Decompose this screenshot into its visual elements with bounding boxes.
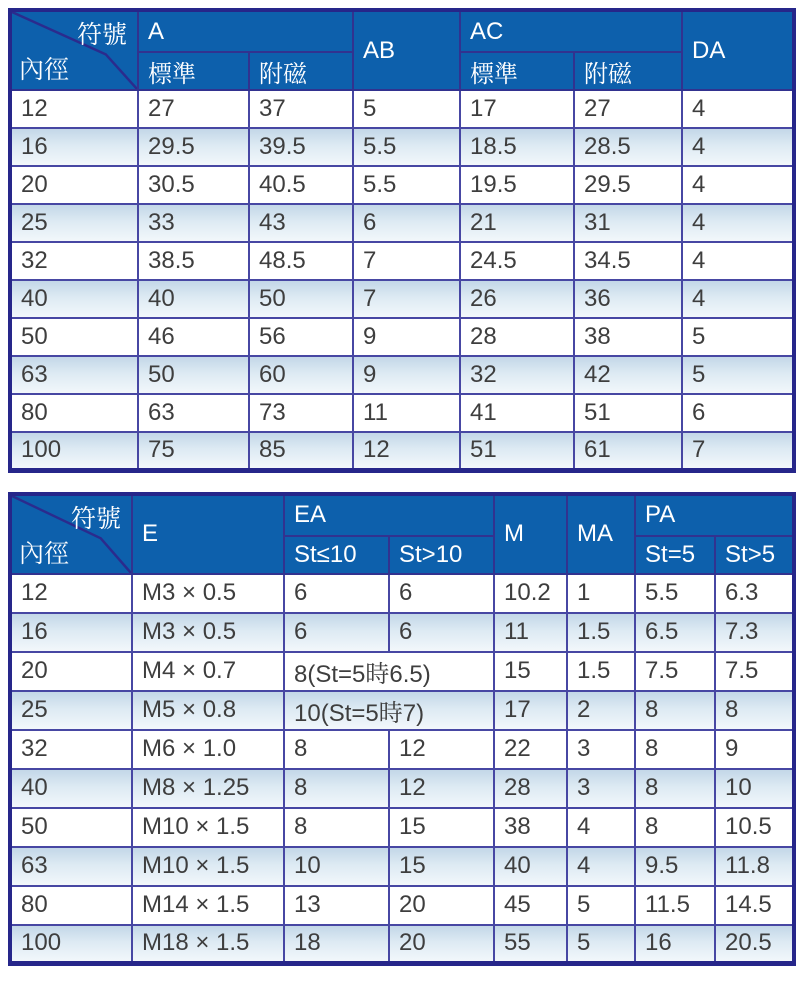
table-row <box>10 847 794 886</box>
value-cell: 12 <box>389 769 494 808</box>
value-cell: 50 <box>249 280 353 318</box>
value-cell: 6 <box>284 574 389 613</box>
value-cell: 40 <box>494 847 567 886</box>
table-row <box>10 613 794 652</box>
corner-label-symbol: 符號 <box>70 504 121 533</box>
bore-size-cell: 100 <box>10 432 138 470</box>
value-cell: 11.5 <box>635 886 715 925</box>
value-cell: 14.5 <box>715 886 794 925</box>
value-cell: 18 <box>284 925 389 964</box>
bore-size-cell: 25 <box>10 691 132 730</box>
value-cell: 3 <box>567 730 635 769</box>
table-row <box>10 394 794 432</box>
value-cell: 11 <box>494 613 567 652</box>
value-cell: 37 <box>249 90 353 128</box>
col-group-EA: EA <box>284 494 494 536</box>
value-cell: 15 <box>494 652 567 691</box>
bore-size-cell: 16 <box>10 613 132 652</box>
value-cell: M5 × 0.8 <box>132 691 284 730</box>
value-cell: 40.5 <box>249 166 353 204</box>
value-cell: 85 <box>249 432 353 470</box>
value-cell: M10 × 1.5 <box>132 808 284 847</box>
value-cell: 75 <box>138 432 249 470</box>
value-cell: 8 <box>635 730 715 769</box>
value-cell: 15 <box>389 847 494 886</box>
value-cell: 28 <box>494 769 567 808</box>
value-cell: 8 <box>715 691 794 730</box>
value-cell: 30.5 <box>138 166 249 204</box>
value-cell: 9.5 <box>635 847 715 886</box>
value-cell: 12 <box>389 730 494 769</box>
value-cell: 18.5 <box>460 128 574 166</box>
value-cell: 1.5 <box>567 613 635 652</box>
value-cell: M6 × 1.0 <box>132 730 284 769</box>
bore-size-cell: 50 <box>10 318 138 356</box>
value-cell: 34.5 <box>574 242 682 280</box>
table1-body <box>10 90 794 470</box>
value-cell: 10 <box>284 847 389 886</box>
value-cell: 6.5 <box>635 613 715 652</box>
value-cell: 6 <box>353 204 460 242</box>
value-cell: 29.5 <box>574 166 682 204</box>
value-cell: 3 <box>567 769 635 808</box>
value-cell: 4 <box>682 204 794 242</box>
value-cell: 6 <box>682 394 794 432</box>
value-cell: 11 <box>353 394 460 432</box>
value-cell: 42 <box>574 356 682 394</box>
col-MA: MA <box>567 494 635 574</box>
dimension-table-e-ea-m-ma-pa <box>8 492 796 967</box>
value-cell: 4 <box>567 847 635 886</box>
bore-size-cell: 40 <box>10 769 132 808</box>
value-cell: 20 <box>389 925 494 964</box>
value-cell: 61 <box>574 432 682 470</box>
table2-body <box>10 574 794 964</box>
value-cell: M3 × 0.5 <box>132 574 284 613</box>
value-cell: 8 <box>635 769 715 808</box>
value-cell: 27 <box>138 90 249 128</box>
value-cell: 60 <box>249 356 353 394</box>
value-cell: M4 × 0.7 <box>132 652 284 691</box>
value-cell: 41 <box>460 394 574 432</box>
value-cell: 10(St=5時7) <box>284 691 494 730</box>
table-row <box>10 925 794 964</box>
col-AC-standard: 標準 <box>460 52 574 90</box>
bore-size-cell: 20 <box>10 652 132 691</box>
value-cell: 45 <box>494 886 567 925</box>
col-A-magnet: 附磁 <box>249 52 353 90</box>
value-cell: 8 <box>284 730 389 769</box>
bore-size-cell: 40 <box>10 280 138 318</box>
value-cell: 22 <box>494 730 567 769</box>
table1-header <box>10 10 794 90</box>
value-cell: 73 <box>249 394 353 432</box>
bore-size-cell: 100 <box>10 925 132 964</box>
bore-size-cell: 32 <box>10 730 132 769</box>
value-cell: 5 <box>353 90 460 128</box>
value-cell: 4 <box>682 90 794 128</box>
table-row <box>10 652 794 691</box>
value-cell: 27 <box>574 90 682 128</box>
bore-size-cell: 16 <box>10 128 138 166</box>
col-group-AC: AC <box>460 10 682 52</box>
value-cell: 24.5 <box>460 242 574 280</box>
value-cell: 20 <box>389 886 494 925</box>
bore-size-cell: 12 <box>10 574 132 613</box>
col-DA: DA <box>682 10 794 90</box>
value-cell: 4 <box>682 242 794 280</box>
corner-cell <box>10 10 138 90</box>
value-cell: 4 <box>682 280 794 318</box>
value-cell: 48.5 <box>249 242 353 280</box>
value-cell: 28.5 <box>574 128 682 166</box>
dimension-table-a-ab-ac-da <box>8 8 796 473</box>
value-cell: 7.5 <box>715 652 794 691</box>
value-cell: 38.5 <box>138 242 249 280</box>
value-cell: 40 <box>138 280 249 318</box>
value-cell: 6 <box>389 613 494 652</box>
value-cell: 4 <box>567 808 635 847</box>
value-cell: 31 <box>574 204 682 242</box>
col-EA-st-gt-10: St>10 <box>389 536 494 574</box>
value-cell: 39.5 <box>249 128 353 166</box>
value-cell: 8 <box>635 691 715 730</box>
value-cell: 1 <box>567 574 635 613</box>
table-row <box>10 432 794 470</box>
value-cell: 28 <box>460 318 574 356</box>
col-E: E <box>132 494 284 574</box>
col-PA-st-eq-5: St=5 <box>635 536 715 574</box>
table-row <box>10 318 794 356</box>
value-cell: 1.5 <box>567 652 635 691</box>
value-cell: 11.8 <box>715 847 794 886</box>
table-row <box>10 808 794 847</box>
value-cell: M14 × 1.5 <box>132 886 284 925</box>
table-row <box>10 574 794 613</box>
bore-size-cell: 32 <box>10 242 138 280</box>
value-cell: 17 <box>460 90 574 128</box>
value-cell: 32 <box>460 356 574 394</box>
bore-size-cell: 80 <box>10 394 138 432</box>
value-cell: 7 <box>353 242 460 280</box>
value-cell: 16 <box>635 925 715 964</box>
bore-size-cell: 63 <box>10 356 138 394</box>
bore-size-cell: 12 <box>10 90 138 128</box>
bore-size-cell: 50 <box>10 808 132 847</box>
value-cell: 4 <box>682 128 794 166</box>
value-cell: 10 <box>715 769 794 808</box>
value-cell: 2 <box>567 691 635 730</box>
value-cell: 9 <box>353 356 460 394</box>
value-cell: M18 × 1.5 <box>132 925 284 964</box>
corner-label-symbol: 符號 <box>76 21 127 49</box>
value-cell: 6 <box>284 613 389 652</box>
value-cell: 5 <box>567 925 635 964</box>
value-cell: 46 <box>138 318 249 356</box>
table-row <box>10 242 794 280</box>
col-AB: AB <box>353 10 460 90</box>
table2-header <box>10 494 794 574</box>
value-cell: 21 <box>460 204 574 242</box>
value-cell: 9 <box>353 318 460 356</box>
value-cell: 55 <box>494 925 567 964</box>
value-cell: 17 <box>494 691 567 730</box>
value-cell: 29.5 <box>138 128 249 166</box>
table-row <box>10 691 794 730</box>
value-cell: 51 <box>574 394 682 432</box>
col-AC-magnet: 附磁 <box>574 52 682 90</box>
value-cell: 43 <box>249 204 353 242</box>
value-cell: 5 <box>682 356 794 394</box>
value-cell: 36 <box>574 280 682 318</box>
value-cell: 19.5 <box>460 166 574 204</box>
table-row <box>10 128 794 166</box>
value-cell: 56 <box>249 318 353 356</box>
value-cell: 50 <box>138 356 249 394</box>
value-cell: 6 <box>389 574 494 613</box>
value-cell: 33 <box>138 204 249 242</box>
value-cell: 7.3 <box>715 613 794 652</box>
value-cell: 15 <box>389 808 494 847</box>
value-cell: 12 <box>353 432 460 470</box>
col-group-A: A <box>138 10 353 52</box>
col-group-PA: PA <box>635 494 794 536</box>
value-cell: M3 × 0.5 <box>132 613 284 652</box>
value-cell: 9 <box>715 730 794 769</box>
table-row <box>10 886 794 925</box>
value-cell: 26 <box>460 280 574 318</box>
table-row <box>10 356 794 394</box>
value-cell: 8 <box>284 808 389 847</box>
bore-size-cell: 63 <box>10 847 132 886</box>
bore-size-cell: 20 <box>10 166 138 204</box>
bore-size-cell: 80 <box>10 886 132 925</box>
col-A-standard: 標準 <box>138 52 249 90</box>
col-PA-st-gt-5: St>5 <box>715 536 794 574</box>
value-cell: 20.5 <box>715 925 794 964</box>
table-row <box>10 280 794 318</box>
value-cell: 5.5 <box>353 128 460 166</box>
value-cell: 38 <box>494 808 567 847</box>
value-cell: 10.2 <box>494 574 567 613</box>
table-row <box>10 730 794 769</box>
value-cell: 8 <box>284 769 389 808</box>
table-row <box>10 204 794 242</box>
value-cell: 4 <box>682 166 794 204</box>
value-cell: 13 <box>284 886 389 925</box>
value-cell: 5 <box>682 318 794 356</box>
value-cell: M10 × 1.5 <box>132 847 284 886</box>
value-cell: 10.5 <box>715 808 794 847</box>
value-cell: 5 <box>567 886 635 925</box>
table-row <box>10 90 794 128</box>
table-row <box>10 166 794 204</box>
value-cell: 51 <box>460 432 574 470</box>
value-cell: 7.5 <box>635 652 715 691</box>
col-EA-st-le-10: St≤10 <box>284 536 389 574</box>
value-cell: M8 × 1.25 <box>132 769 284 808</box>
bore-size-cell: 25 <box>10 204 138 242</box>
corner-cell <box>10 494 132 574</box>
value-cell: 6.3 <box>715 574 794 613</box>
value-cell: 8(St=5時6.5) <box>284 652 494 691</box>
corner-label-bore: 內徑 <box>19 56 70 84</box>
value-cell: 8 <box>635 808 715 847</box>
value-cell: 63 <box>138 394 249 432</box>
value-cell: 5.5 <box>353 166 460 204</box>
value-cell: 38 <box>574 318 682 356</box>
table-row <box>10 769 794 808</box>
col-M: M <box>494 494 567 574</box>
value-cell: 5.5 <box>635 574 715 613</box>
value-cell: 7 <box>353 280 460 318</box>
value-cell: 7 <box>682 432 794 470</box>
corner-label-bore: 內徑 <box>19 539 70 568</box>
